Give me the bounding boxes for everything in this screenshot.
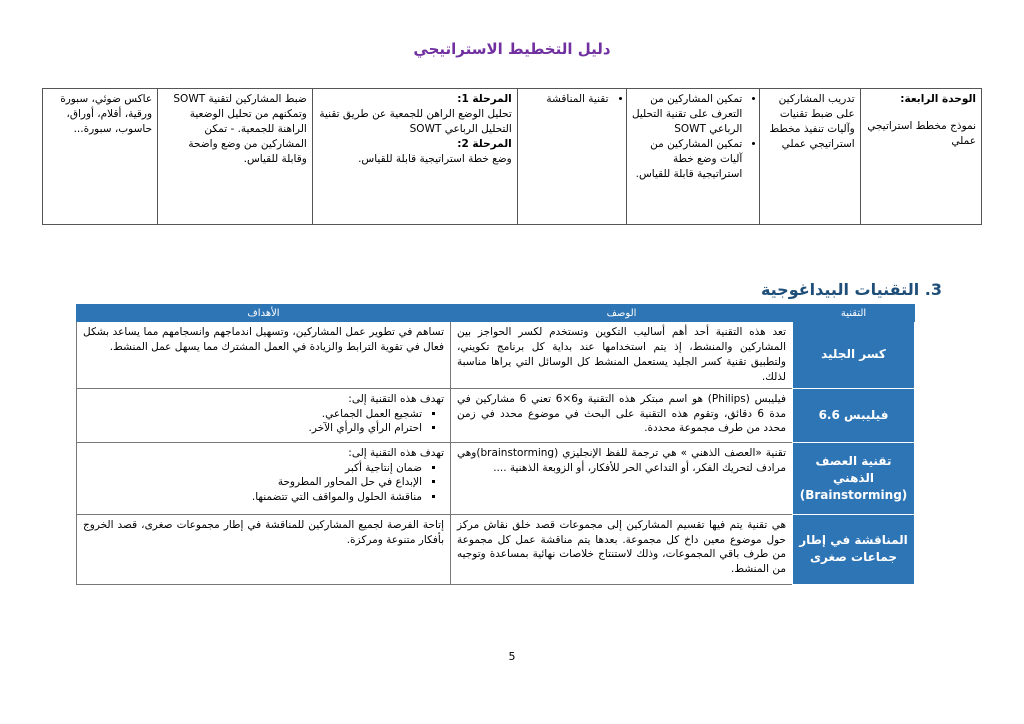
objective-item: ▪ احترام الرأي والرأي الآخر. xyxy=(83,421,422,436)
objectives-text: تهدف هذه التقنية إلى: xyxy=(348,392,444,405)
objectives-text: تساهم في تطوير عمل المشاركين، وتسهيل اندماجهم وانسجامهم مما يساعد بشكل فعال في تقوية الترابط والزيادة في العمل المشترك مما يسهل عمل المنشط. xyxy=(83,326,444,353)
specific-objective-item: • تمكين المشاركين من التعرف على تقنية التحليل الرباعي SOWT xyxy=(632,92,743,137)
unit-name: نموذج مخطط استراتيجي عملي xyxy=(867,119,976,147)
table-row xyxy=(77,442,915,514)
general-objective-cell: تدريب المشاركين على ضبط تقنيات وآليات تنفيذ مخطط استراتيجي عملي xyxy=(760,89,860,225)
technique-description: تقنية «العصف الذهني » هي ترجمة للفظ الإنجليزي (brainstorming)وهي مرادف لتحريك الفكر، أو التداعي الحر للأفكار، أو الزوبعة الذهنية .... xyxy=(451,442,793,514)
specific-objective-item: • تمكين المشاركين من آليات وضع خطة استراتيجية قابلة للقياس. xyxy=(632,137,743,182)
objective-item: ▪ ضمان إنتاجية أكبر xyxy=(83,461,422,476)
technique-name: تقنية العصف الذهني (Brainstorming) xyxy=(793,442,915,514)
section-title: التقنيات البيداغوجية xyxy=(760,280,920,299)
stage2-label: المرحلة 2: xyxy=(457,137,512,150)
technique-description: تعد هذه التقنية أحد أهم أساليب التكوين وتستخدم لكسر الحواجز بين المشاركين والمنشط، إذ يتم استخدامها عند بداية كل برنامج تكويني، ولتطبيق تقنية كسر الجليد يستعمل المنشط كل الوسائل التي يراها مناسبة لذلك. xyxy=(451,322,793,389)
technique-objectives xyxy=(77,442,451,514)
unit-row xyxy=(43,89,982,225)
header-objectives: الأهداف xyxy=(77,305,451,322)
stages-cell xyxy=(312,89,517,225)
header-technique: التقنية xyxy=(793,305,915,322)
technique-objectives xyxy=(77,322,451,389)
technique-item: • تقنية المناقشة xyxy=(523,92,609,107)
specific-objectives-cell xyxy=(626,89,760,225)
page-number: 5 xyxy=(508,650,516,663)
table-row xyxy=(77,388,915,442)
technique-objectives xyxy=(77,388,451,442)
objectives-text: تهدف هذه التقنية إلى: xyxy=(348,446,444,459)
techniques-table xyxy=(76,304,915,585)
materials-cell: عاكس ضوئي، سبورة ورقية، أقلام، أوراق، حاسوب، سبورة... xyxy=(43,89,158,225)
technique-name: فيليبس 6.6 xyxy=(793,388,915,442)
table-row xyxy=(77,322,915,389)
expected-results-cell: ضبط المشاركين لتقنية SOWT وتمكنهم من تحليل الوضعية الراهنة للجمعية. - تمكن المشاركين من وضع واضحة وقابلة للقياس. xyxy=(158,89,313,225)
techniques-cell xyxy=(517,89,626,225)
unit-cell xyxy=(860,89,981,225)
unit-label: الوحدة الرابعة: xyxy=(900,93,976,105)
objective-item: ▪ تشجيع العمل الجماعي. xyxy=(83,407,422,422)
technique-name: المناقشة في إطار جماعات صغرى xyxy=(793,514,915,584)
objective-item: ▪ مناقشة الحلول والمواقف التي تتضمنها. xyxy=(83,490,422,505)
section-heading xyxy=(761,280,942,299)
header-description: الوصف xyxy=(451,305,793,322)
stage1-label: المرحلة 1: xyxy=(457,93,512,105)
technique-name: كسر الجليد xyxy=(793,322,915,389)
table-header-row xyxy=(77,305,915,322)
stage1-text: تحليل الوضع الراهن للجمعية عن طريق تقنية التحليل الرباعي SOWT xyxy=(319,107,512,135)
technique-description: هي تقنية يتم فيها تقسيم المشاركين إلى مجموعات قصد خلق نقاش مركز حول موضوع معين داخ كل مجموعة. بعدها يتم مناقشة عمل كل مجموعة من طرف باقي المجموعات، وذلك لاستنتاج خلاصات نهائية بمساعدة وتوجيه من المنشط. xyxy=(451,514,793,584)
technique-objectives xyxy=(77,514,451,584)
stage2-text: وضع خطة استراتيجية قابلة للقياس. xyxy=(358,152,512,165)
technique-description: فيليبس (Philips) هو اسم مبتكر هذه التقنية و6×6 تعني 6 مشاركين في مدة 6 دقائق، وتقوم هذه التقنية على البحث في موضوع محدد في زمن محدد من طرف مجموعة محددة. xyxy=(451,388,793,442)
table-row xyxy=(77,514,915,584)
section-number: 3. xyxy=(924,280,942,299)
document-title: دليل التخطيط الاستراتيجي xyxy=(413,40,611,58)
objectives-text: إتاحة الفرصة لجميع المشاركين للمناقشة في إطار مجموعات صغرى، قصد الخروج بأفكار متنوعة ومركزة. xyxy=(83,518,444,546)
objective-item: ▪ الإبداع في حل المحاور المطروحة xyxy=(83,475,422,490)
unit-table xyxy=(42,88,982,225)
